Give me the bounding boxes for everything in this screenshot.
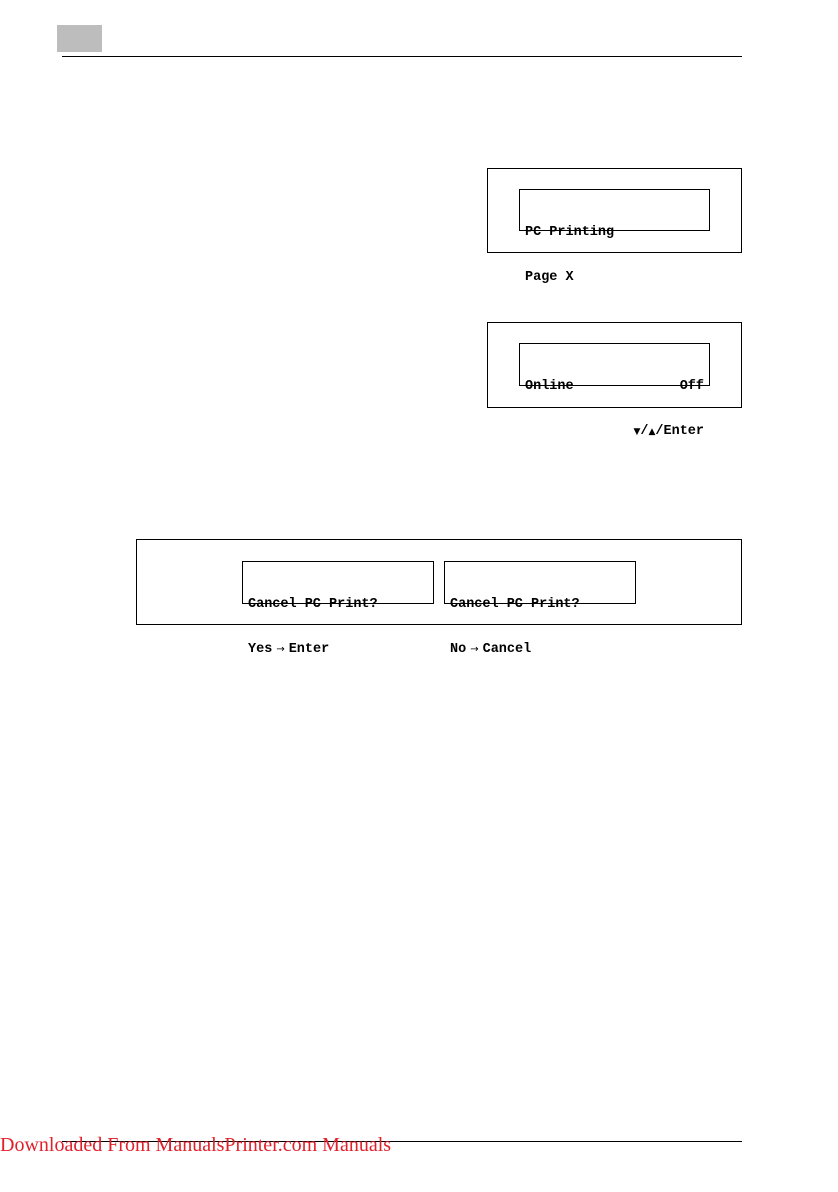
lcd-line-1: Cancel PC Print? — [450, 597, 580, 612]
cancel-label: Cancel — [482, 642, 532, 657]
lcd-cancel-no — [444, 561, 636, 657]
online-label: Online — [525, 379, 574, 394]
lcd-line-1 — [525, 379, 704, 394]
figure-online — [487, 322, 742, 439]
page-tab — [57, 25, 102, 52]
yes-label: Yes — [248, 642, 273, 657]
separator: / — [640, 424, 649, 439]
lcd-line-2: Page X — [525, 270, 574, 285]
online-value: Off — [679, 379, 704, 394]
lcd-pc-printing — [519, 189, 710, 285]
lcd-cancel-yes — [242, 561, 434, 657]
up-triangle-icon: ▲ — [648, 427, 656, 437]
right-arrow-icon: → — [276, 644, 285, 655]
lcd-line-2 — [525, 424, 704, 439]
right-arrow-icon: → — [470, 644, 479, 655]
lcd-line-2 — [450, 642, 630, 657]
lcd-online — [519, 343, 710, 439]
no-label: No — [450, 642, 467, 657]
enter-label: Enter — [288, 642, 330, 657]
enter-label: /Enter — [655, 424, 704, 439]
lcd-line-2 — [248, 642, 428, 657]
lcd-line-1: PC Printing — [525, 225, 615, 240]
figure-cancel-pc-print — [136, 539, 742, 657]
lcd-line-1: Cancel PC Print? — [248, 597, 378, 612]
down-triangle-icon: ▼ — [633, 427, 641, 437]
download-source-link[interactable]: Downloaded From ManualsPrinter.com Manuals — [0, 1134, 392, 1156]
header-rule — [62, 56, 742, 57]
figure-pc-printing — [487, 168, 742, 285]
